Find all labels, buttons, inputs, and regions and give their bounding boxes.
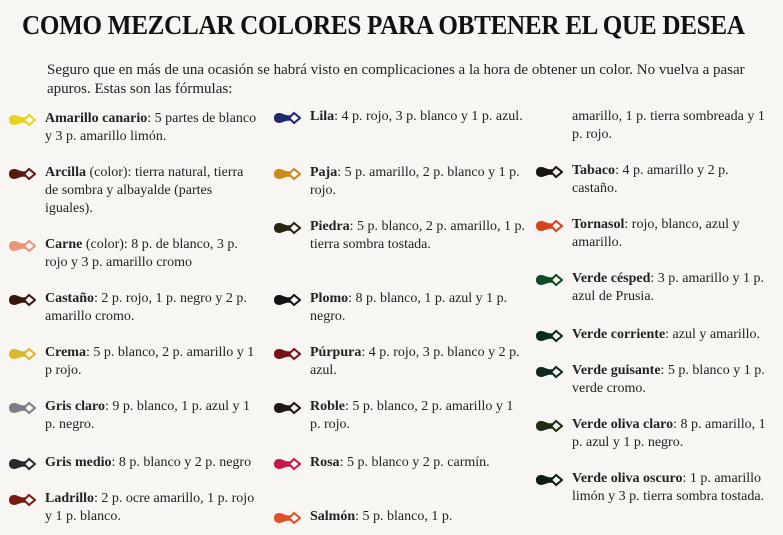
color-name: Lila: [310, 109, 335, 124]
brush-swatch-icon: [273, 347, 301, 361]
color-name: Rosa: [310, 455, 340, 470]
color-name: Piedra: [310, 219, 350, 234]
brush-swatch-icon: [273, 111, 301, 125]
color-name: Verde oliva claro: [572, 417, 674, 432]
color-name: Carne: [45, 237, 83, 252]
color-name: Tabaco: [572, 163, 616, 178]
color-formula-entry: [45, 454, 260, 472]
color-formula: : 2 p. ocre amarillo, 1 p. rojo y 1 p. blanco.: [45, 491, 255, 524]
color-formula: : 4 p. rojo, 3 p. blanco y 2 p. azul.: [310, 345, 520, 378]
color-formula-entry: [45, 490, 260, 526]
color-formula-entry: [310, 290, 525, 326]
brush-swatch-icon: [273, 293, 301, 307]
brush-swatch-icon: [535, 365, 563, 379]
color-formula: : azul y amarillo.: [665, 327, 761, 342]
color-formula: : rojo, blanco, azul y amarillo.: [572, 217, 740, 250]
color-name: Gris medio: [45, 455, 112, 470]
brush-swatch-icon: [8, 401, 36, 415]
color-formula-entry: [310, 454, 525, 472]
color-formula: : 5 p. blanco, 2 p. amarillo, 1 p. tierra sombra tostada.: [310, 219, 526, 252]
color-formula-entry: [45, 110, 260, 146]
page-title: COMO MEZCLAR COLORES PARA OBTENER EL QUE DESEA: [22, 10, 745, 40]
color-name: Paja: [310, 165, 338, 180]
color-name: Tornasol: [572, 217, 625, 232]
color-formula-entry: [310, 164, 525, 200]
color-formula: : 8 p. blanco, 1 p. azul y 1 p. negro.: [310, 291, 508, 324]
color-formula-entry: [45, 290, 260, 326]
color-name: Gris claro: [45, 399, 106, 414]
brush-swatch-icon: [535, 165, 563, 179]
color-formula: : 8 p. blanco y 2 p. negro: [111, 455, 252, 470]
color-formula-entry: [45, 164, 260, 218]
color-name: Púrpura: [310, 345, 362, 360]
brush-swatch-icon: [535, 219, 563, 233]
color-formula-entry: [310, 344, 525, 380]
color-name: Salmón: [310, 509, 356, 524]
color-formula: : 9 p. blanco, 1 p. azul y 1 p. negro.: [45, 399, 251, 432]
brush-swatch-icon: [273, 401, 301, 415]
brush-swatch-icon: [8, 239, 36, 253]
color-name: Verde guisante: [572, 363, 661, 378]
column-3-continuation: amarillo, 1 p. tierra sombreada y 1 p. rojo.: [572, 109, 765, 142]
brush-swatch-icon: [8, 113, 36, 127]
color-formula-entry: [45, 344, 260, 380]
color-formula: : 5 p. blanco y 2 p. carmín.: [339, 455, 490, 470]
brush-swatch-icon: [535, 273, 563, 287]
color-formula-entry: [572, 470, 777, 506]
color-name: Roble: [310, 399, 345, 414]
color-formula: : 8 p. amarillo, 1 p. azul y 1 p. negro.: [572, 417, 766, 450]
color-formula: : 5 p. blanco, 1 p.: [355, 509, 453, 524]
intro-text: Seguro que en más de una ocasión se habrá visto en complicaciones a la hora de obtener un color. No vuelva a pasar apuros. Estas son las fórmulas:: [47, 62, 745, 97]
color-formula: : 4 p. amarillo y 2 p. castaño.: [572, 163, 729, 196]
color-formula-entry: [310, 508, 525, 526]
brush-swatch-icon: [8, 493, 36, 507]
color-name: Verde césped: [572, 271, 651, 286]
brush-swatch-icon: [535, 419, 563, 433]
color-formula: (color): tierra natural, tierra de sombra y albayalde (partes iguales).: [45, 165, 244, 216]
color-formula-entry: [310, 398, 525, 434]
color-formula: : 2 p. rojo, 1 p. negro y 2 p. amarillo cromo.: [45, 291, 247, 324]
color-formula: : 5 p. blanco y 1 p. verde cromo.: [572, 363, 765, 396]
brush-swatch-icon: [8, 347, 36, 361]
brush-swatch-icon: [273, 457, 301, 471]
color-formula-entry: [572, 162, 777, 198]
color-formula: : 5 p. blanco, 2 p. amarillo y 1 p rojo.: [45, 345, 255, 378]
color-formula-entry: [572, 326, 777, 344]
color-name: Verde corriente: [572, 327, 666, 342]
brush-swatch-icon: [273, 167, 301, 181]
brush-swatch-icon: [8, 167, 36, 181]
color-name: Ladrillo: [45, 491, 95, 506]
color-formula-entry: [310, 108, 525, 126]
color-formula-entry: [572, 270, 777, 306]
brush-swatch-icon: [535, 329, 563, 343]
color-name: Castaño: [45, 291, 95, 306]
color-formula: : 3 p. amarillo y 1 p. azul de Prusia.: [572, 271, 764, 304]
color-name: Amarillo canario: [45, 111, 148, 126]
color-formula: : 5 partes de blanco y 3 p. amarillo limón.: [45, 111, 257, 144]
brush-swatch-icon: [273, 511, 301, 525]
color-formula: : 4 p. rojo, 3 p. blanco y 1 p. azul.: [334, 109, 523, 124]
color-name: Verde oliva oscuro: [572, 471, 683, 486]
color-formula-entry: [572, 416, 777, 452]
color-formula-entry: [310, 218, 525, 254]
color-formula-entry: [572, 216, 777, 252]
color-formula: : 1 p. amarillo limón y 3 p. tierra sombra tostada.: [572, 471, 765, 504]
color-formula-entry: [45, 236, 260, 272]
brush-swatch-icon: [535, 473, 563, 487]
brush-swatch-icon: [8, 457, 36, 471]
color-name: Plomo: [310, 291, 349, 306]
color-formula-entry: [572, 362, 777, 398]
color-name: Arcilla: [45, 165, 86, 180]
color-formula: : 5 p. amarillo, 2 p. blanco y 1 p. rojo.: [310, 165, 520, 198]
brush-swatch-icon: [273, 221, 301, 235]
color-name: Crema: [45, 345, 86, 360]
color-formula: (color): 8 p. de blanco, 3 p. rojo y 3 p. amarillo cromo: [45, 237, 238, 270]
color-formula-entry: [45, 398, 260, 434]
brush-swatch-icon: [8, 293, 36, 307]
color-formula: : 5 p. blanco, 2 p. amarillo y 1 p. rojo.: [310, 399, 514, 432]
